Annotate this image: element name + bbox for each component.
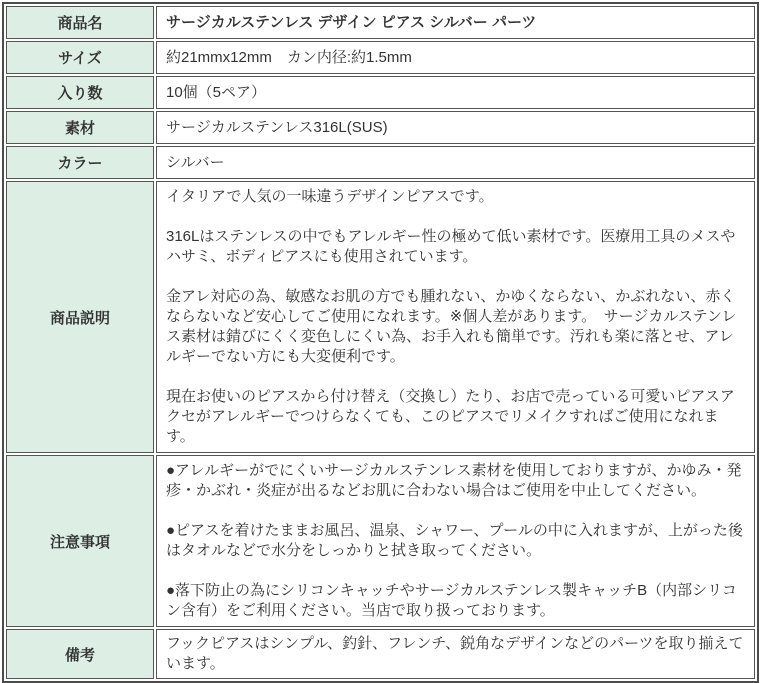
material-label: 素材 xyxy=(6,111,154,144)
quantity-value: 10個（5ペア） xyxy=(156,76,755,109)
spec-row-color xyxy=(6,146,755,179)
spec-row-notes xyxy=(6,629,755,679)
spec-row-precautions xyxy=(6,455,755,627)
precautions-value xyxy=(156,455,755,627)
spec-row-product-name xyxy=(6,6,755,39)
product-spec-table xyxy=(2,2,759,683)
spec-row-material xyxy=(6,111,755,144)
product-name-value: サージカルステンレス デザイン ピアス シルバー パーツ xyxy=(156,6,755,39)
size-label: サイズ xyxy=(6,41,154,74)
size-value: 約21mmx12mm カン内径:約1.5mm xyxy=(156,41,755,74)
notes-label: 備考 xyxy=(6,629,154,679)
product-name-label: 商品名 xyxy=(6,6,154,39)
description-paragraph: イタリアで人気の一味違うデザインピアスです。 xyxy=(166,188,494,205)
description-paragraph: 316Lはステンレスの中でもアレルギー性の極めて低い素材です。医療用工具のメスやハサミ、ボディピアスにも使用されています。 xyxy=(166,228,736,265)
color-value: シルバー xyxy=(156,146,755,179)
spec-row-description xyxy=(6,181,755,453)
precautions-paragraph: ●ピアスを着けたままお風呂、温泉、シャワー、プールの中に入れますが、上がった後はタオルなどで水分をしっかりと拭き取ってください。 xyxy=(166,522,743,559)
description-paragraph: 金アレ対応の為、敏感なお肌の方でも腫れない、かゆくならない、かぶれない、赤くならないなど安心してご使用になれます。※個人差があります。 サージカルステンレス素材は錆びにくく変色しにくい為、お手入れも簡単です。汚れも楽に落とせ、アレルギーでない方にも大変便利です。 xyxy=(166,288,737,365)
description-label: 商品説明 xyxy=(6,181,154,453)
description-paragraph: 現在お使いのピアスから付け替え（交換し）たり、お店で売っている可愛いピアスアクセがアレルギーでつけらなくても、このピアスでリメイクすればご使用になれます。 xyxy=(166,388,735,445)
spec-row-size xyxy=(6,41,755,74)
quantity-label: 入り数 xyxy=(6,76,154,109)
spec-row-quantity xyxy=(6,76,755,109)
notes-value: フックピアスはシンプル、釣針、フレンチ、鋭角なデザインなどのパーツを取り揃えています。 xyxy=(156,629,755,679)
precautions-paragraph: ●落下防止の為にシリコンキャッチやサージカルステンレス製キャッチB（内部シリコン含有）をご利用ください。当店で取り扱っております。 xyxy=(166,582,737,619)
material-value: サージカルステンレス316L(SUS) xyxy=(156,111,755,144)
color-label: カラー xyxy=(6,146,154,179)
description-value xyxy=(156,181,755,453)
precautions-paragraph: ●アレルギーがでにくいサージカルステンレス素材を使用しておりますが、かゆみ・発疹・かぶれ・炎症が出るなどお肌に合わない場合はご使用を中止してください。 xyxy=(166,462,742,499)
precautions-label: 注意事項 xyxy=(6,455,154,627)
